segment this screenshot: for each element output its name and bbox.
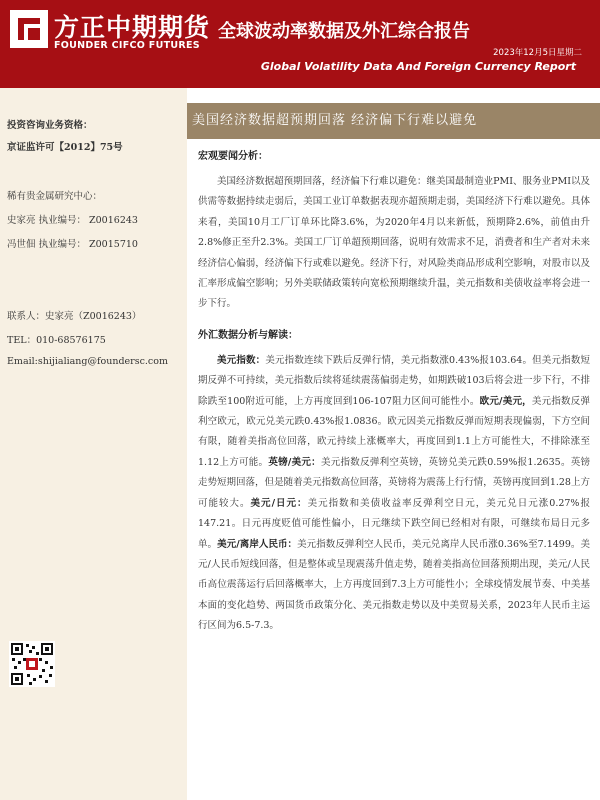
usdjpy-text: 美元指数和美债收益率反弹利空日元，美元兑日元涨0.27%报147.21。日元再度贬值可能性偏小，日元继续下跌空间已经相对有限，可继续布局日元多单。 xyxy=(198,497,590,550)
article-headline: 美国经济数据超预期回落 经济偏下行难以避免 xyxy=(192,113,478,128)
usd-index-label: 美元指数： xyxy=(217,354,266,366)
company-name-cn: 方正中期期货 xyxy=(54,13,211,42)
gbpusd-text: 美元指数反弹利空英镑，英镑兑美元跌0.59%报1.2635。英镑走势短期回落，但是随着美元指数高位回落，英镑将为震荡上行行情，英镑再度回到1.28上方可能较大。 xyxy=(198,456,590,509)
fx-section-title: 外汇数据分析与解读： xyxy=(198,329,298,341)
research-center: 稀有贵金属研究中心： xyxy=(7,191,103,202)
macro-section-title: 宏观要闻分析： xyxy=(198,151,268,162)
fx-paragraph xyxy=(198,351,590,637)
macro-paragraph: 美国经济数据超预期回落，经济偏下行难以避免：继美国最制造业PMI、服务业PMI以及供需等数据持续走弱后，美国工业订单数据表现亦超预期走弱，美国经济下行难以避免。具体来看，美国10月工厂订单环比降3.6%，为2020年4月以来新低，预期降2.6%，前值由升2.8%修正至升2.3%。美国工厂订单超预期回落，说明有效需求不足，消费者和生产者对未来经济信心偏弱，经济偏下行或难以避免。经济下行，对风险类商品形成利空影响，对股市以及汇率形成偏空影响；另外美联储政策转向宽松预期继续升温，美元指数和美债收益率将会进一步下行。 xyxy=(198,176,590,310)
usdcny-label: 美元/离岸人民币： xyxy=(217,538,298,550)
company-name-en: FOUNDER CIFCO FUTURES xyxy=(54,40,200,51)
contact-tel: TEL：010-68576175 xyxy=(7,335,106,346)
report-date: 2023年12月5日星期二 xyxy=(493,48,582,58)
qr-code-icon xyxy=(9,641,55,687)
analyst-2: 冯世佃 执业编号： Z0015710 xyxy=(7,239,138,250)
main-content xyxy=(198,148,590,637)
usdjpy-label: 美元/日元： xyxy=(250,497,308,509)
founder-logo-icon xyxy=(10,10,48,48)
eurusd-text: 美元指数反弹利空欧元，欧元兑美元跌0.43%报1.0836。欧元因美元指数反弹而短期表现偏弱，下方空间有限，随着美指高位回落，欧元持续上涨概率大，再度回到1.1上方可能性大，不排除涨至1.12上方可能。 xyxy=(198,395,590,468)
contact-email[interactable]: Email:shijialiang@foundersc.com xyxy=(7,356,168,367)
usd-index-text: 美元指数连续下跌后反弹行情，美元指数涨0.43%报103.64。但美元指数短期反弹不可持续，美元指数后续将延续震荡偏弱走势，如期跌破103后将会进一步下行，不排除跌至100附近可能，上方再度回到106-107阻力区间可能性小。 xyxy=(198,354,590,407)
qualification-label: 投资咨询业务资格： xyxy=(7,120,93,131)
article-headline-banner xyxy=(187,103,600,139)
gbpusd-label: 英镑/美元： xyxy=(268,456,321,468)
usdcny-text: 美元指数反弹利空人民币，美元兑离岸人民币涨0.36%至7.1499。美元/人民币短线回落，但是整体或呈现震荡升值走势，随着美指高位回落预期出现，美元/人民币高位震荡运行后回落概率大，上方再度回到7.3上方可能性小；全球疫情发展节奏、中美基本面的变化趋势、两国货币政策分化、美元指数走势以及中美贸易关系，2023年人民币主运行区间为6.5-7.3。 xyxy=(198,538,590,632)
sidebar xyxy=(0,88,187,800)
analyst-1: 史家亮 执业编号： Z0016243 xyxy=(7,215,138,226)
report-title-en: Global Volatility Data And Foreign Currency Report xyxy=(260,60,576,73)
contact-person: 联系人：史家亮（Z0016243） xyxy=(7,311,142,322)
license-number: 京证监许可【2012】75号 xyxy=(7,142,123,153)
report-title: 全球波动率数据及外汇综合报告 xyxy=(218,21,470,42)
eurusd-label: 欧元/美元， xyxy=(479,395,532,407)
report-header xyxy=(0,0,600,88)
